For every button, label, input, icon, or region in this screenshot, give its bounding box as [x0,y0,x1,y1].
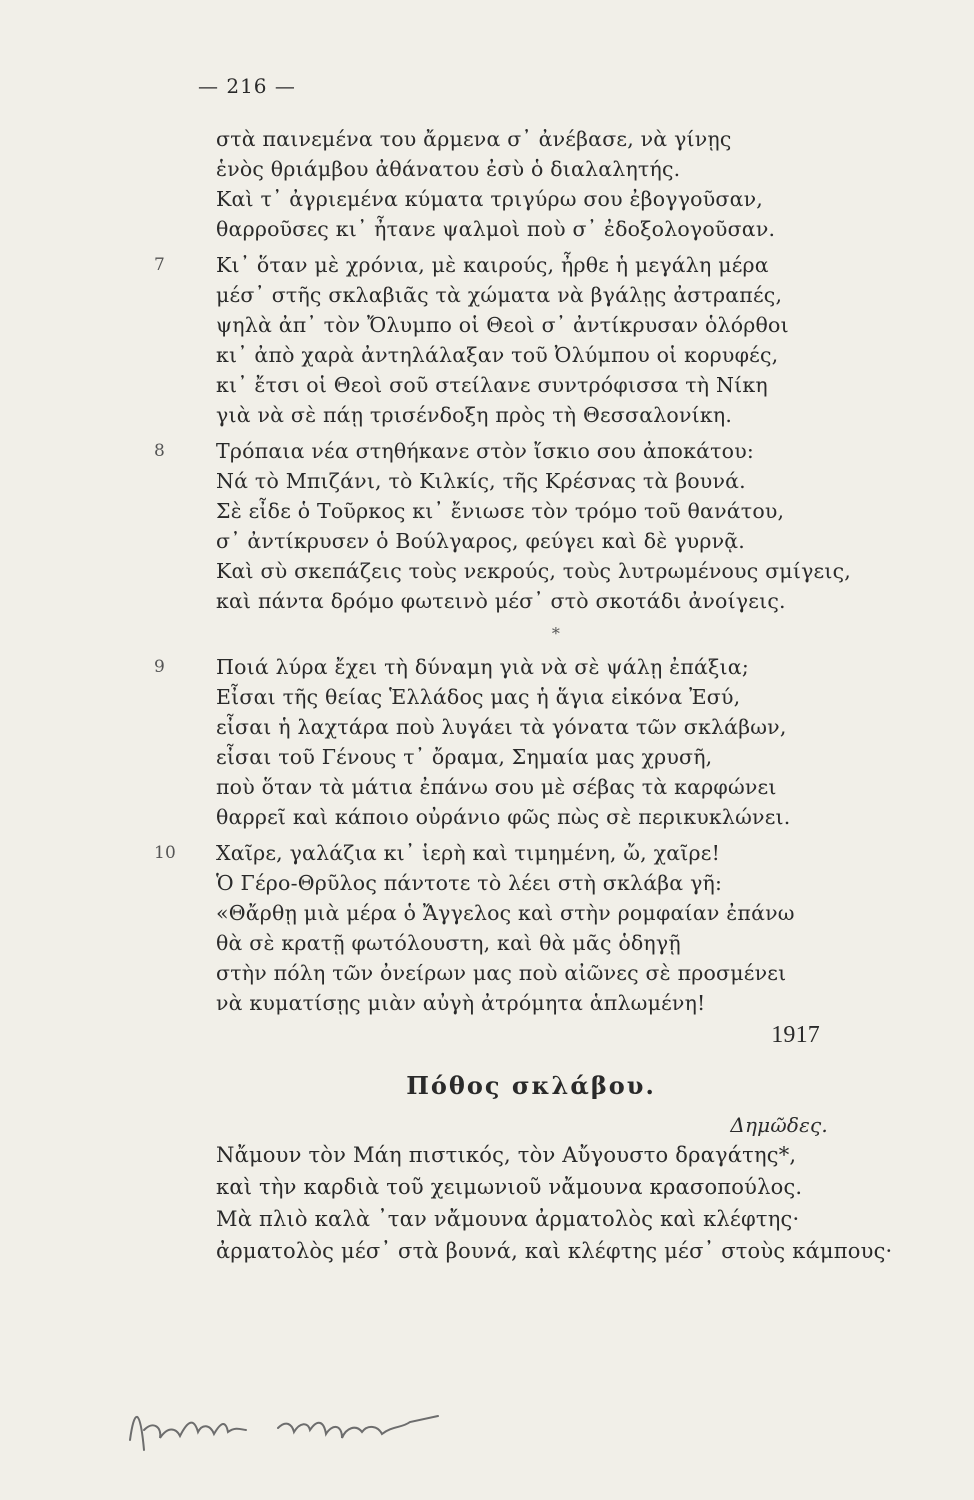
poem-date: 1917 [771,1022,820,1048]
verse-line: καὶ τὴν καρδιὰ τοῦ χειμωνιοῦ νἄμουνα κρασοπούλος. [216,1175,803,1199]
verse-line: Κι᾿ ὅταν μὲ χρόνια, μὲ καιρούς, ἦρθε ἡ μεγάλη μέρα [216,253,769,277]
verse-line: θαρρεῖ καὶ κάποιο οὐράνιο φῶς πὼς σὲ περικυκλώνει. [216,805,791,829]
verse-line: μέσ᾿ στῆς σκλαβιᾶς τὰ χώματα νὰ βγάλῃς ἀστραπές, [216,283,783,307]
verse-line: γιὰ νὰ σὲ πάῃ τρισένδοξη πρὸς τὴ Θεσσαλονίκη. [216,403,733,427]
stanza-number: 10 [154,843,177,863]
stanza [216,124,856,244]
page-number: — 216 — [198,74,296,98]
verse-line: Νἄμουν τὸν Μάη πιστικός, τὸν Αὔγουστο δραγάτης*, [216,1143,797,1167]
poem2-stanza [216,1140,893,1268]
verse-line: ποὺ ὅταν τὰ μάτια ἐπάνω σου μὲ σέβας τὰ καρφώνει [216,775,777,799]
verse-line: ψηλὰ ἀπ᾿ τὸν Ὄλυμπο οἱ Θεοὶ σ᾿ ἀντίκρυσαν ὁλόρθοι [216,313,789,337]
verse-line: εἶσαι ἡ λαχτάρα ποὺ λυγάει τὰ γόνατα τῶν σκλάβων, [216,715,787,739]
verse-line: κι᾿ ἀπὸ χαρὰ ἀντηλάλαξαν τοῦ Ὀλύμπου οἱ κορυφές, [216,343,779,367]
stanza-number: 8 [154,441,166,461]
verse-line: θὰ σὲ κρατῇ φωτόλουστη, καὶ θὰ μᾶς ὁδηγῇ [216,931,681,955]
verse-line: Καὶ τ᾿ ἀγριεμένα κύματα τριγύρω σου ἐβογγοῦσαν, [216,187,763,211]
poem-subtitle: Δημῶδες. [730,1113,828,1137]
verse-line: Ὁ Γέρο-Θρῦλος πάντοτε τὸ λέει στὴ σκλάβα γῆ: [216,871,723,895]
verse-line: στὰ παινεμένα του ἄρμενα σ᾿ ἀνέβασε, νὰ γίνῃς [216,127,732,151]
verse-line: κι᾿ ἔτσι οἱ Θεοὶ σοῦ στείλανε συντρόφισσα τὴ Νίκη [216,373,768,397]
section-divider: * [551,624,561,643]
verse-line: Νά τὸ Μπιζάνι, τὸ Κιλκίς, τῆς Κρέσνας τὰ βουνά. [216,469,746,493]
stanza-9 [154,652,856,832]
stanza-number: 9 [154,657,166,677]
verse-line: Τρόπαια νέα στηθήκανε στὸν ἴσκιο σου ἀποκάτου: [216,439,754,463]
verse-line: Μὰ πλιὸ καλὰ ᾿ταν νἄμουνα ἀρματολὸς καὶ κλέφτης· [216,1207,800,1231]
stanza-number: 7 [154,255,166,275]
verse-line: Εἶσαι τῆς θείας Ἑλλάδος μας ἡ ἅγια εἰκόνα Ἐσύ, [216,685,741,709]
verse-line: θαρροῦσες κι᾿ ἦτανε ψαλμοὶ ποὺ σ᾿ ἐδοξολογοῦσαν. [216,217,776,241]
handwritten-signature [110,1380,470,1470]
verse-line: νὰ κυματίσῃς μιὰν αὐγὴ ἀτρόμητα ἁπλωμένη! [216,991,706,1015]
verse-line: Χαῖρε, γαλάζια κι᾿ ἱερὴ καὶ τιμημένη, ὤ, χαῖρε! [216,841,721,865]
verse-line: καὶ πάντα δρόμο φωτεινὸ μέσ᾿ στὸ σκοτάδι ἀνοίγεις. [216,589,786,613]
verse-line: εἶσαι τοῦ Γένους τ᾿ ὄραμα, Σημαία μας χρυσῆ, [216,745,713,769]
stanza-10 [154,838,856,1018]
poem-body [154,124,893,1268]
verse-line: στὴν πόλη τῶν ὀνείρων μας ποὺ αἰῶνες σὲ προσμένει [216,961,787,985]
verse-line: «Θἄρθῃ μιὰ μέρα ὁ Ἄγγελος καὶ στὴν ρομφαίαν ἐπάνω [216,901,795,925]
stanza-7 [154,250,856,430]
verse-line: ἑνὸς θριάμβου ἀθάνατου ἐσὺ ὁ διαλαλητής. [216,157,681,181]
verse-line: Σὲ εἶδε ὁ Τοῦρκος κι᾿ ἔνιωσε τὸν τρόμο τοῦ θανάτου, [216,499,785,523]
verse-line: σ᾿ ἀντίκρυσεν ὁ Βούλγαρος, φεύγει καὶ δὲ γυρνᾷ. [216,529,746,553]
stanza-8 [154,436,856,616]
poem-title: Πόθος σκλάβου. [406,1071,656,1100]
verse-line: Ποιά λύρα ἔχει τὴ δύναμη γιὰ νὰ σὲ ψάλῃ ἐπάξια; [216,655,749,679]
verse-line: Καὶ σὺ σκεπάζεις τοὺς νεκρούς, τοὺς λυτρωμένους σμίγεις, [216,559,851,583]
verse-line: ἀρματολὸς μέσ᾿ στὰ βουνά, καὶ κλέφτης μέσ᾿ στοὺς κάμπους· [216,1239,893,1263]
